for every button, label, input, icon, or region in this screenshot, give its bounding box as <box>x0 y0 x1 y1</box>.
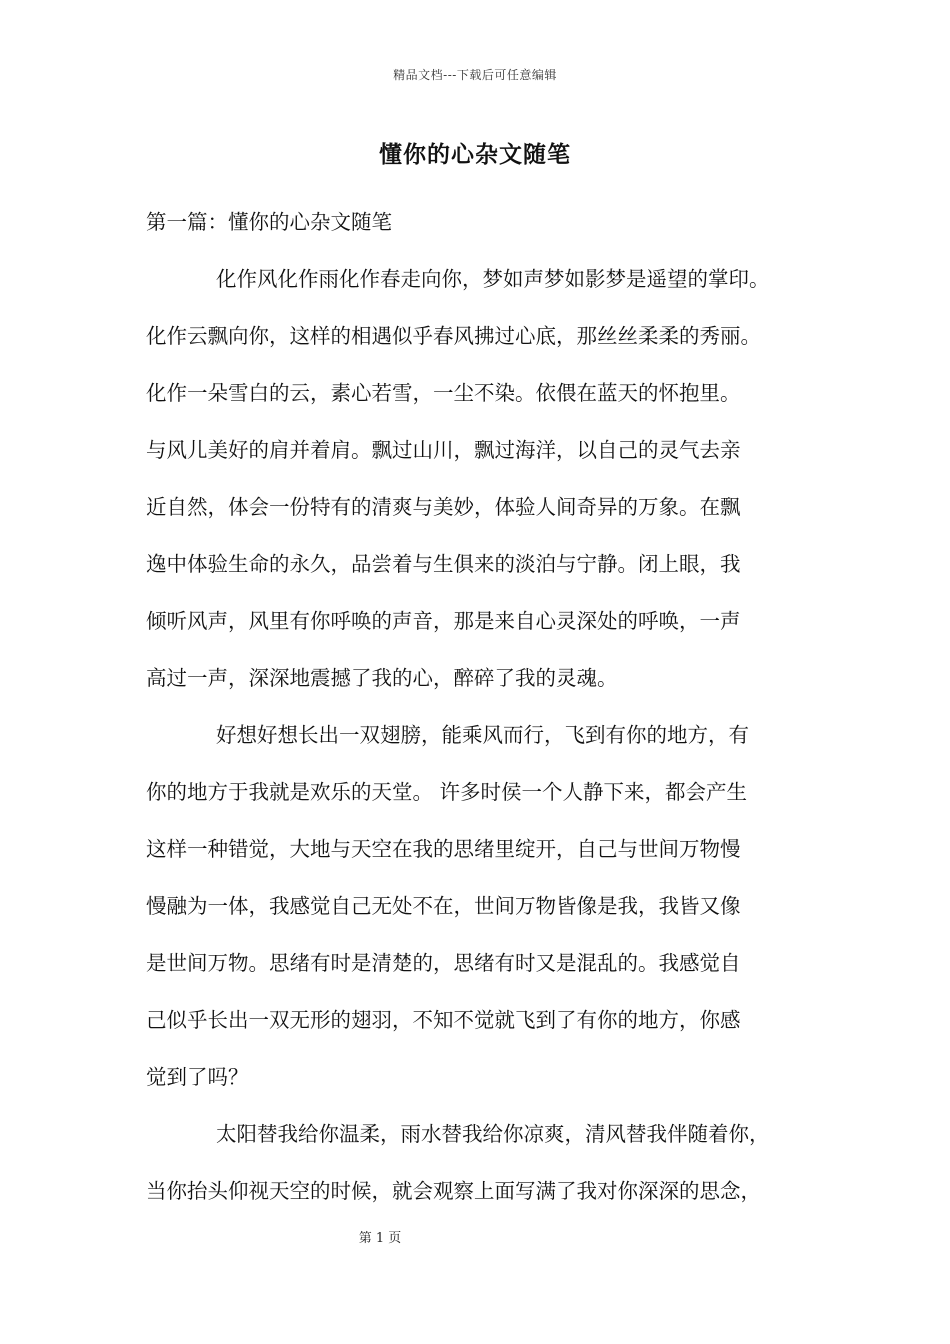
paragraph-line: 倾听风声，风里有你呼唤的声音，那是来自心灵深处的呼唤，一声 <box>146 609 741 633</box>
paragraph-line: 这样一种错觉，大地与天空在我的思绪里绽开，自己与世间万物慢 <box>146 837 741 861</box>
paragraph-line: 当你抬头仰视天空的时候，就会观察上面写满了我对你深深的思念， <box>146 1179 761 1203</box>
paragraph-line: 觉到了吗？ <box>146 1065 249 1089</box>
document-title: 懂你的心杂文随笔 <box>379 141 571 168</box>
paragraph-line: 逸中体验生命的永久，品尝着与生俱来的淡泊与宁静。闭上眼，我 <box>146 552 741 576</box>
paragraph-line: 化作风化作雨化作春走向你，梦如声梦如影梦是遥望的掌印。 <box>216 267 770 291</box>
paragraph-line: 高过一声，深深地震撼了我的心，醉碎了我的灵魂。 <box>146 666 618 690</box>
paragraph-line: 化作云飘向你，这样的相遇似乎春风拂过心底，那丝丝柔柔的秀丽。 <box>146 324 761 348</box>
paragraph-line: 太阳替我给你温柔，雨水替我给你凉爽，清风替我伴随着你， <box>216 1122 770 1146</box>
paragraph-line: 你的地方于我就是欢乐的天堂。 许多时侯一个人静下来，都会产生 <box>146 780 748 804</box>
paragraph-line: 与风儿美好的肩并着肩。飘过山川，飘过海洋，以自己的灵气去亲 <box>146 438 741 462</box>
page-number: 第 1 页 <box>358 1231 402 1246</box>
paragraph-line: 己似乎长出一双无形的翅羽，不知不觉就飞到了有你的地方，你感 <box>146 1008 741 1032</box>
section-heading: 第一篇：懂你的心杂文随笔 <box>146 210 392 234</box>
paragraph-line: 好想好想长出一双翅膀，能乘风而行，飞到有你的地方，有 <box>216 723 749 747</box>
paragraph-line: 是世间万物。思绪有时是清楚的，思绪有时又是混乱的。我感觉自 <box>146 951 741 975</box>
paragraph-line: 化作一朵雪白的云，素心若雪，一尘不染。依偎在蓝天的怀抱里。 <box>146 381 741 405</box>
page-header: 精品文档---下载后可任意编辑 <box>393 68 557 82</box>
paragraph-line: 近自然，体会一份特有的清爽与美妙，体验人间奇异的万象。在飘 <box>146 495 741 519</box>
paragraph-line: 慢融为一体，我感觉自己无处不在，世间万物皆像是我，我皆又像 <box>146 894 741 918</box>
